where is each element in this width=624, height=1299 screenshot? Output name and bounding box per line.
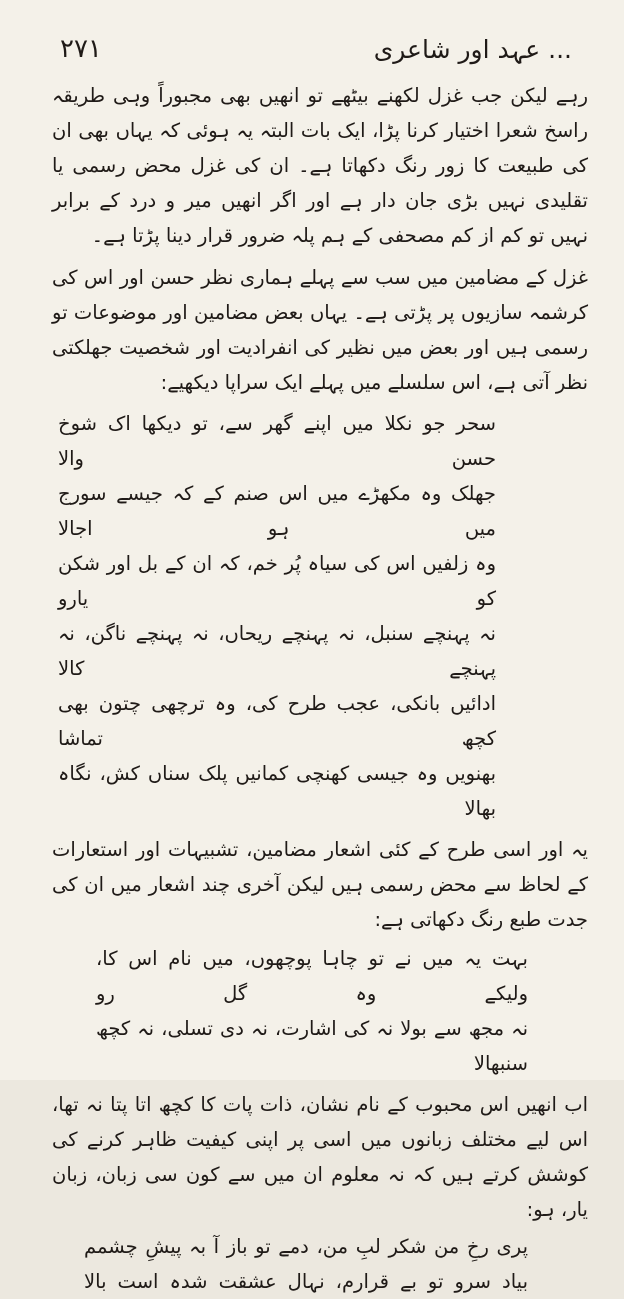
verse-line: بھنویں وہ جیسی کھنچی کمانیں پلک سناں کش، نگاہ بھالا [58, 762, 496, 820]
paragraph-4: اب انھیں اس محبوب کے نام نشان، ذات پات کا کچھ اتا پتا نہ تھا، اس لیے مختلف زبانوں میں اسی پر اپنی کیفیت ظاہر کرنے کی کوشش کرتے ہیں کہ نہ معلوم ان میں سے کون سی زبان، زبان یار، ہو: [52, 1093, 588, 1221]
page-body [52, 78, 588, 1293]
verse-line: نہ مجھ سے بولا نہ کی اشارت، نہ دی تسلی، نہ کچھ سنبھالا [96, 1017, 528, 1075]
page-header [60, 28, 572, 70]
verse-line: ادائیں بانکی، عجب طرح کی، وہ ترچھی چتون بھی کچھ تماشا [58, 692, 496, 750]
verse-line: جھلک وہ مکھڑے میں اس صنم کے کہ جیسے سورج میں ہو اجالا [58, 482, 496, 540]
page-number: ۲۷۱ [60, 34, 102, 64]
verse-line: بہت یہ میں نے تو چاہا پوچھوں، میں نام اس کا، ولیکے وہ گل رو [96, 947, 528, 1005]
verse-line: بیاد سرو تو بے قرارم، نہال عشقت شدہ است بالا [84, 1270, 528, 1293]
running-title: ... عہد اور شاعری [373, 34, 572, 64]
verse-block-question [52, 941, 588, 1081]
paragraph-2: غزل کے مضامین میں سب سے پہلے ہماری نظر حسن اور اس کی کرشمہ سازیوں پر پڑتی ہے۔ یہاں بعض مضامین اور موضوعات تو رسمی ہیں اور بعض میں نظیر کی انفرادیت اور شخصیت جھلکتی نظر آتی ہے، اس سلسلے میں پہلے ایک سراپا دیکھیے: [52, 266, 588, 394]
verse-block-persian [52, 1229, 588, 1299]
paragraph-1: رہے لیکن جب غزل لکھنے بیٹھے تو انھیں بھی مجبوراً وہی طریقہ راسخ شعرا اختیار کرنا پڑا، ایک بات البتہ یہ ہوئی کہ یہاں بھی ان کی طبیعت کا زور رنگ دکھاتا ہے۔ ان کی غزل محض رسمی یا تقلیدی نہیں بڑی جان دار ہے اور اگر انھیں میر و درد کے برابر نہیں تو کم از کم مصحفی کے ہم پلہ ضرور قرار دینا پڑتا ہے۔ [52, 84, 588, 247]
verse-line: وہ زلفیں اس کی سیاہ پُر خم، کہ ان کے بل اور شکن کو یارو [58, 552, 496, 610]
paragraph-3: یہ اور اسی طرح کے کئی اشعار مضامین، تشبیہات اور استعارات کے لحاظ سے محض رسمی ہیں لیکن آخری چند اشعار میں ان کی جدت طبع رنگ دکھاتی ہے: [52, 838, 588, 931]
verse-line: سحر جو نکلا میں اپنے گھر سے، تو دیکھا اک شوخ حسن والا [58, 412, 496, 470]
verse-block-sarapa [52, 406, 588, 826]
verse-line: پری رخِ من شکر لبِ من، دمے تو باز آ بہ پیشِ چشمم [84, 1235, 528, 1258]
verse-line: نہ پہنچے سنبل، نہ پہنچے ریحاں، نہ پہنچے ناگن، نہ پہنچے کالا [58, 622, 496, 680]
